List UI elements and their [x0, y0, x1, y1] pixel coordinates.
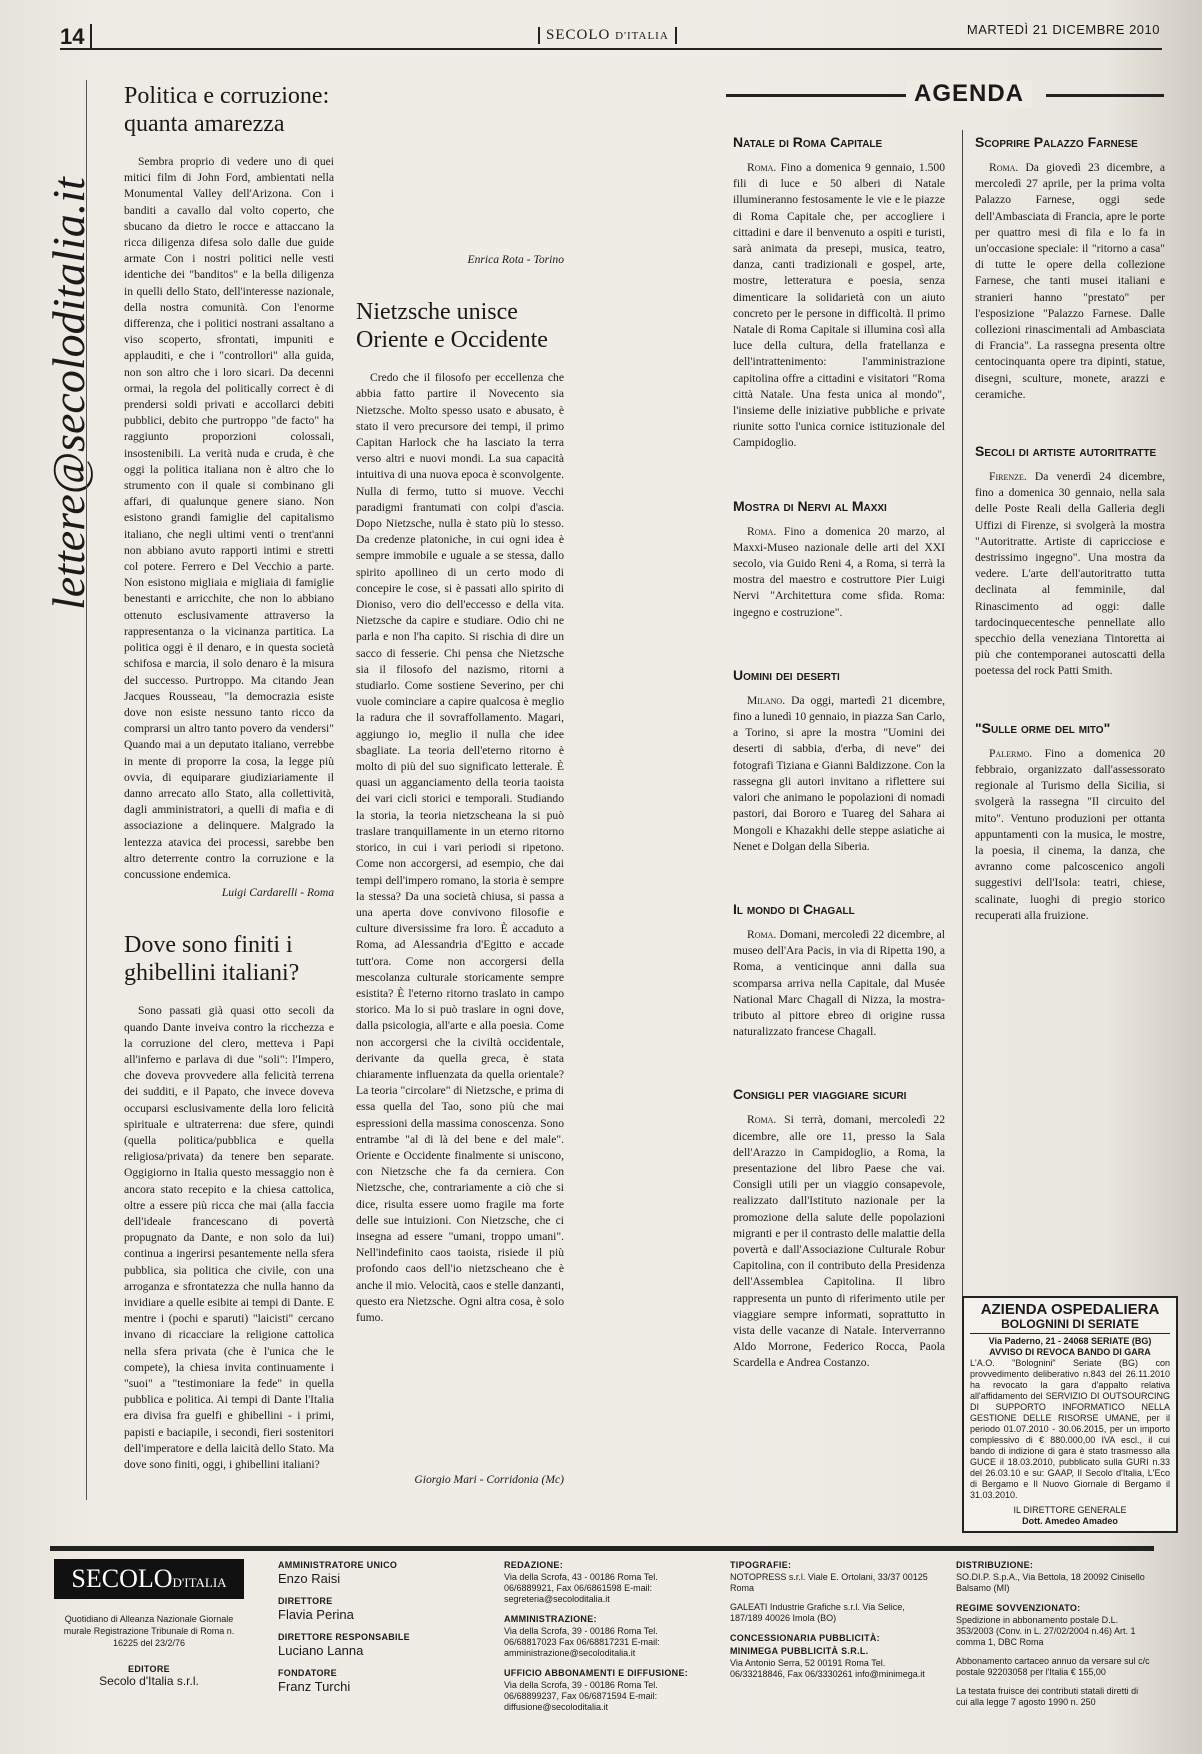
letter-title: Nietzsche unisce Oriente e Occidente: [356, 299, 548, 354]
sidebar-email: lettere@secoloditalia.it: [43, 177, 94, 610]
letter-title: Politica e corruzione: quanta amarezza: [124, 83, 330, 137]
ad-signer-name: Dott. Amedeo Amadeo: [1022, 1516, 1118, 1526]
agenda-text: Da venerdì 24 dicembre, fino a domenica 30 gennaio, nella sala delle Poste Reali della Galleria degli Uffizi di Firenze, si svolgerà la mostra "Autoritratte. Artiste di capricciose e destrissimo ingegno". Una mostra da vedere. L'arte dell'autoritratto tutta declinata al femminile, dal Rinascimento ad oggi: dalle tardocinquecentesche pennellate allo specchio della veneziana Tintoretta ai più che contemporanei autoscatti della poetessa del rock Patti Smith.: [975, 470, 1165, 678]
colophon-offices: [504, 1559, 704, 1721]
letter-body: Sono passati già quasi otto secoli da quando Dante inveiva contro la ricchezza e la corruzione del clero, metteva i Papi all'inferno e parlava di due "soli": l'Impero, che doveva provvedere alla felicità terrena dei sudditi, e il Papato, che invece doveva occuparsi esclusivamente della loro felicità spirituale e ultraterrena: due sfere, quindi (quella politica/pubblica e quella religiosa/privata) da tenere ben separate. Oggigiorno in Italia questo messaggio non è ancora stato recepito e la chiesa cattolica, oltre a essere più ricca che mai (alla faccia dell'ideale francescano di povertà propugnato da Dante, e non solo da lui) continua a ingerirsi pesantemente nella sfera pubblica, sia politica che civile, con una arroganza e sfrontatezza che nulla hanno da invidiare a quelle esibite ai tempi di Dante. E mentre i (pochi e sparuti) "laicisti" cercano invano di ricacciare la religione cattolica nella sfera privata (che è l'unica che le compete), la chiesa invita continuamente i "suoi" a "testimoniare la fede" in quella pubblica e politica. Ai tempi di Dante l'Italia era divisa fra guelfi e ghibellini - i primi, papisti e baciapile, i secondi, fieri sostenitori dell'imperatore e della laicità dello Stato. Ma dove sono finiti, oggi, i ghibellini italiani?: [124, 1004, 334, 1472]
director-label: DIRETTORE: [278, 1596, 333, 1606]
agenda-item: [733, 1086, 945, 1370]
tipografia-1: NOTOPRESS s.r.l. Viale E. Ortolani, 33/37 00125 Roma: [730, 1572, 928, 1593]
admin-label: AMMINISTRATORE UNICO: [278, 1560, 398, 1570]
agenda-rule-right: [1046, 94, 1164, 97]
ad-notice: AVVISO DI REVOCA BANDO DI GARA: [989, 1347, 1151, 1357]
agenda-header: [726, 80, 1164, 110]
letter-body: Credo che il filosofo per eccellenza che abbia fatto partire il Novecento sia Nietzsche. Molto spesso usato e abusato, è stato il vero precursore dei tempi, il primo Capitan Harlock che ha lasciato la terra verso altri e nuovi mondi. La sua capacità intuitiva di una nuova epoca è sconvolgente. Nulla di fermo, tutto si muove. Vecchi paradigmi frantumati con colpi d'ascia. Dopo Nietzsche, nulla è stato più lo stesso. Da credenze platoniche, in cui ogni idea è sempre immobile e uguale a se stessa, dallo spirito apollineo di un certo modo di concepire le cose, si è passati allo spirito di Dioniso, vero dio dell'eccesso e della vita. Nietzsche da capire e studiare. Odio chi ne parla e non l'ha capito. Si rischia di dire un sacco di fesserie. Chi pensa che Nietzsche sia il filosofo del nazismo, ritorni a studiarlo. Come sostiene Severino, per chi vuole cominciare a capire qualcosa è meglio la radura che il sovraffollamento. Magari, aggiungo io, meglio il nulla che idee sbagliate. La teoria dell'eterno ritorno è molto di più del suo significato letterale. È quasi un agganciamento della teoria taoista dei vari cicli storici e temporali. Studiando la storia, la teoria nietzscheana la si può traslare tranquillamente in un eterno ritorno storico, in cui i vari periodi si ripetono. Come non accorgersi, ad esempio, che dai tempi dell'impero romano, la storia è sempre la stessa? Da una società chiusa, si passa a una aperta dove convivono filosofie e culture diversissime fra loro. È accaduto a Roma, ad Alessandria d'Egitto e accade tutt'ora. Come non accorgersi della mescolanza culturale storicamente sempre esistita? È l'eterno ritorno traslato in campo storico. Ma lo si può traslare in ogni dove, dalla psicologia, all'arte e alla poesia. Come non accorgersi che la civiltà occidentale, derivante da quella greca, è stata chiaramente influenzata da quella orientale? La teoria "circolare" di Nietzsche, e prima di essa quella del Tao, sono più che mai espressioni della massima conoscenza. Sono entrambe "al di là del bene e del male". Oriente e Occidente finalmente si uniscono, con Nietzsche che fa da cerniera. Con Nietzsche, che, contrariamente a ciò che si dice, risulta essere uomo fragile ma forte delle sue intuizioni. Con Nietzsche, che ci insegna ad essere "umani, troppo umani". Nell'indefinito caos taoista, risiede il più profondo caos dell'io nietzscheano che è anche il mio. Velocità, caos e stelle danzanti, questo era Nietzsche. Ogni altra cosa, è solo fumo.: [356, 371, 564, 1324]
letter-signature: Luigi Cardarelli - Roma: [221, 886, 334, 900]
agenda-text: Si terrà, domani, mercoledì 22 dicembre, alle ore 11, presso la Sala dell'Arazzo in Campidoglio, a Roma, la presentazione del libro Paese che vai. Consigli utili per un viaggio consapevole, realizzato dall'Istituto nazionale per la promozione della salute delle popolazioni migranti e per il contrasto delle malattie della povertà e dall'Associazione Culturale Robur Capitolina, con il contributo della Presidenza dell'Assemblea Capitolina. Il libro rappresenta un punto di riferimento utile per viaggiare sempre informati, soprattutto in vista delle vacanze di Natale. Interverranno Aldo Morrone, Federico Rocca, Paola Scardella e Andrea Costanzo.: [733, 1113, 945, 1370]
agenda-city: Firenze.: [989, 470, 1027, 484]
colophon-tagline: [54, 1613, 244, 1688]
agenda-column-1: [733, 134, 945, 1370]
agenda-heading: Scoprire Palazzo Farnese: [975, 134, 1138, 150]
ad-address: Via Paderno, 21 - 24068 SERIATE (BG): [988, 1336, 1152, 1346]
ad-signature: [970, 1505, 1170, 1527]
director-value: Flavia Perina: [278, 1607, 354, 1622]
contributi-text: La testata fruisce dei contributi statali diretti di cui alla legge 7 agosto 1990 n. 250: [956, 1686, 1139, 1707]
ad-signer-title: IL DIRETTORE GENERALE: [1013, 1505, 1127, 1515]
agenda-rule-left: [726, 94, 906, 97]
agenda-text: Da oggi, martedì 21 dicembre, fino a lunedì 10 gennaio, in piazza San Carlo, a Torino, si apre la mostra "Uomini dei deserti di sabbia, d'erba, di neve" dei fotografi Tiziana e Gianni Baldizzone. Con la rassegna gli autori invitano a riflettere sui valori che animano le popolazioni di nomadi pastori, dai Bororo e Tuareg del Sahara ai Mongoli e Khazakhi delle steppe asiatiche ai Nenet e Dolgan della Siberia.: [733, 693, 945, 853]
agenda-item: [975, 134, 1165, 403]
issue-date: MARTEDÌ 21 DICEMBRE 2010: [966, 22, 1160, 37]
sidebar-rule: [86, 80, 87, 1500]
founder-value: Franz Turchi: [278, 1679, 351, 1694]
amministrazione-label: AMMINISTRAZIONE:: [504, 1614, 597, 1624]
agenda-heading: Secoli di artiste autoritratte: [975, 443, 1157, 460]
editor-value: Secolo d'Italia s.r.l.: [99, 1674, 199, 1688]
agenda-text: Domani, mercoledì 22 dicembre, al museo dell'Ara Pacis, in via di Ripetta 190, a Roma, a venticinque anni dalla sua scomparsa arriva nella Capitale, dal Musée National Marc Chagall di Nizza, la mostra-tributo al pittore ebreo di origine russa naturalizzato francese Chagall.: [733, 927, 945, 1039]
resp-value: Luciano Lanna: [278, 1643, 364, 1658]
ad-title: AZIENDA OSPEDALIERA: [980, 1301, 1160, 1318]
header-rule: [60, 48, 1162, 50]
regime-value: Spedizione in abbonamento postale D.L. 353/2003 (Conv. in L. 27/02/2004 n.46) Art. 1 comma 1, DBC Roma: [956, 1615, 1136, 1647]
agenda-heading: "Sulle orme del mito": [975, 719, 1111, 736]
distribuzione-label: DISTRIBUZIONE:: [956, 1560, 1034, 1570]
masthead: [538, 27, 677, 44]
agenda-text: Fino a domenica 20 febbraio, organizzato dall'assessorato regionale al Turismo della Sicilia, si svolgerà la rassegna "Il circuito del mito". Ventuno produzioni per ottanta appuntamenti con la musica, le mostre, la poesia, il cinema, la danza, che avranno come palcoscenico angoli suggestivi dell'Isola: teatri, chiese, scalinate, luoghi di pregio storico recuperati alla fruizione.: [975, 746, 1165, 922]
agenda-heading: Natale di Roma Capitale: [733, 134, 883, 150]
pubblicita-label: CONCESSIONARIA PUBBLICITÀ: MINIMEGA PUBBLICITÀ S.R.L.: [730, 1633, 880, 1656]
agenda-heading: Mostra di Nervi al Maxxi: [733, 497, 887, 514]
agenda-heading: Il mondo di Chagall: [733, 900, 855, 917]
agenda-text: Fino a domenica 20 marzo, al Maxxi-Museo nazionale delle arti del XXI secolo, via Guido Reni 4, a Roma, si terrà la mostra del maestro e costruttore Pier Luigi Nervi "Architettura come sfida. Roma: ingegno e costruzione".: [733, 524, 945, 619]
agenda-city: Roma.: [747, 927, 777, 941]
letter-title: Dove sono finiti i ghibellini italiani?: [124, 932, 300, 987]
tipografie-label: TIPOGRAFIE:: [730, 1560, 792, 1570]
resp-label: DIRETTORE RESPONSABILE: [278, 1632, 410, 1642]
agenda-column-2: [975, 134, 1165, 924]
distribuzione-value: SO.DI.P. S.p.A., Via Bettola, 18 20092 Cinisello Balsamo (MI): [956, 1572, 1145, 1593]
letter-body: Sembra proprio di vedere uno di quei mitici film di John Ford, ambientati nella Monumental Valley dell'Arizona. Con i banditi a cavallo dal volto coperto, che sbucano da dietro le rocce e attaccano la ricca diligenza difesa solo dalle due guide armate Con i nostri politici nelle vesti identiche dei "banditos" e la bella diligenza in quelli dello Stato, dell'interesse nazionale, della nostra comunità. Con l'enorme differenza, che i politici nostrani assaltano a viso scoperto, sfrontati, impuniti e applauditi, e che i "controllori" alla guida, non son altro che i loro sicari. Da decenni ormai, la regola del politically correct è di prendersi soldi privati e accollarci debiti pubblici, debito che purtroppo "de facto" ha raggiunto proporzioni colossali, insostenibili. La verità nuda e cruda, è che oggi la politica italiana non è altro che lo strumento con il quale si combinano gli affari, di qualunque genere siano. Non esistono grandi famiglie del capitalismo italiano, che negli ultimi venti o trent'anni non abbiano avuto rapporti intimi e stretti col potere. Ferrero e Del Vecchio a parte. Non esistono migliaia e migliaia di famiglie benestanti e arricchite, che non lo abbiano ottenuto esclusivamente attraverso la rappresentanza o la vicinanza partitica. La politica oggi è il denaro, e in questa società schifosa e marcia, il solo denaro è la misura del successo. Purtroppo. Ma citando Jean Jacques Rousseau, "la democrazia esiste dove non esiste nessuno tanto ricco da comprarsi un altro tanto povero da vendersi" Quando mai a un deputato italiano, verrebbe in mente di proporre la cosa, la legge più ovvia, di equiparare giudiziariamente il danno arrecato allo Stato, alla collettività, dagli amministratori, a quelli di mafia e di associazione a delinquere. Malgrado la lentezza atavica dei processi, sarebbe ben altro deterrente contro la corruzione e la concussione endemica.: [124, 155, 334, 881]
agenda-city: Roma.: [747, 1113, 777, 1127]
agenda-city: Roma.: [989, 161, 1019, 174]
admin-value: Enzo Raisi: [278, 1571, 341, 1586]
redazione-label: REDAZIONE:: [504, 1560, 563, 1570]
agenda-heading: Consigli per viaggiare sicuri: [733, 1086, 907, 1103]
abbonamento-text: Abbonamento cartaceo annuo da versare sul c/c postale 92203058 per l'Italia € 155,00: [956, 1656, 1150, 1677]
colophon-staff: [278, 1559, 478, 1703]
letters-column-1: [124, 82, 334, 1472]
agenda-item: [733, 498, 945, 621]
letter-signature: Giorgio Mari - Corridonia (Mc): [414, 1473, 564, 1487]
abbonamenti-label: UFFICIO ABBONAMENTI E DIFFUSIONE:: [504, 1668, 689, 1678]
page-number: 14: [60, 24, 92, 50]
agenda-city: Roma.: [747, 161, 777, 174]
ad-body: L'A.O. "Bolognini" Seriate (BG) con provvedimento deliberativo n.843 del 26.11.2010 ha revocato la gara d'appalto relativa all'affidamento del SERVIZIO DI OUTSOURCING DI SUPPORTO INFORMATICO NELLA GESTIONE DELLE RISORSE UMANE, per il periodo 01.07.2010 - 30.06.2015, per un importo complessivo di € 880.000,00 IVA escl., il cui bando di indizione di gara è stato trasmesso alla GUCE il 18.03.2010, pubblicato sulla GURI n.33 del 26.03.10 e su: GAAP, Il Secolo d'Italia, L'Eco di Bergamo e Il Nuovo Giornale di Bergamo il 31.03.2010.: [970, 1358, 1170, 1500]
agenda-title: AGENDA: [906, 80, 1032, 108]
colophon-tagline-text: Quotidiano di Alleanza Nazionale Giornale murale Registrazione Tribunale di Roma n. 16225 del 23/2/76: [63, 1614, 235, 1648]
agenda-item: [733, 667, 945, 855]
agenda-city: Roma.: [747, 524, 777, 538]
agenda-item: [733, 134, 945, 452]
agenda-city: Milano.: [747, 693, 786, 707]
redazione-value: Via della Scrofa, 43 - 00186 Roma Tel. 06/6889921, Fax 06/6861598 E-mail: segreteria@secoloditalia.it: [504, 1572, 658, 1604]
editor-label: EDITORE: [128, 1664, 170, 1674]
agenda-item: [733, 901, 945, 1040]
masthead-subtitle: D'ITALIA: [615, 30, 669, 42]
tipografia-2: GALEATI Industrie Grafiche s.r.l. Via Selice, 187/189 40026 Imola (BO): [730, 1602, 905, 1623]
agenda-text: Da giovedì 23 dicembre, a mercoledì 27 aprile, per la prima volta Palazzo Farnese, oggi sede dell'Ambasciata di Francia, apre le porte per quattro mesi di fila e lo fa in un'occasione speciale: il "ritorno a casa" di tutte le opere della collezione Farnese, che tanti musei italiani e stranieri hanno "prestato" per l'esposizione "Palazzo Farnese. Dalle collezioni rinascimentali ad Ambasciata di Francia". La rassegna presenta oltre centocinquanta opere tra dipinti, statue, disegni, sculture, monete, arazzi e ceramiche.: [975, 161, 1165, 401]
abbonamenti-value: Via della Scrofa, 39 - 00186 Roma Tel. 06/68899237, Fax 06/6871594 E-mail: diffusione@secoloditalia.it: [504, 1680, 658, 1712]
letter-signature: Enrica Rota - Torino: [467, 253, 564, 266]
agenda-item: [975, 443, 1165, 680]
colophon-printers: [730, 1559, 930, 1688]
colophon-logo-text: SECOLO: [71, 1564, 173, 1593]
masthead-title: SECOLO: [546, 27, 611, 43]
ad-subtitle: BOLOGNINI DI SERIATE: [970, 1318, 1170, 1334]
pubblicita-value: Via Antonio Serra, 52 00191 Roma Tel. 06/33218846, Fax 06/3330261 info@minimega.it: [730, 1658, 925, 1679]
hospital-notice-ad: [962, 1296, 1178, 1533]
colophon-logo: [54, 1559, 244, 1599]
agenda-item: [975, 720, 1165, 924]
colophon: [50, 1546, 1154, 1731]
letters-column-2: [356, 82, 564, 1488]
colophon-distribution: [956, 1559, 1152, 1716]
agenda-heading: Uomini dei deserti: [733, 666, 840, 683]
founder-label: FONDATORE: [278, 1668, 337, 1678]
agenda-text: Fino a domenica 9 gennaio, 1.500 fili di luce e 50 alberi di Natale illumineranno festosamente le vie e le piazze di Roma Capitale che, per accogliere i cittadini e dare il benvenuto a ospiti e turisti, sarà animata da presepi, musica, teatro, danza, canti tradizionali e gospel, arte, mostre, letteratura e poesia, senza dimenticare la solidarietà con un aiuto concreto per le persone in difficoltà. Il primo Natale di Roma Capitale si illumina così alla luce della cultura, della fratellanza e dell'intrattenimento: l'amministrazione capitolina offre a cittadini e visitatori "Roma città Natale. Una festa unica al mondo", l'insieme delle iniziative pubbliche e private riunite sotto l'unica cornice istituzionale del Campidoglio.: [733, 161, 945, 450]
colophon-logo-sub: D'ITALIA: [172, 1575, 227, 1590]
agenda-city: Palermo.: [989, 746, 1033, 760]
regime-label: REGIME SOVVENZIONATO:: [956, 1603, 1081, 1613]
amministrazione-value: Via della Scrofa, 39 - 00186 Roma Tel. 06/68817023 Fax 06/68817231 E-mail: amministrazione@secoloditalia.it: [504, 1626, 660, 1658]
